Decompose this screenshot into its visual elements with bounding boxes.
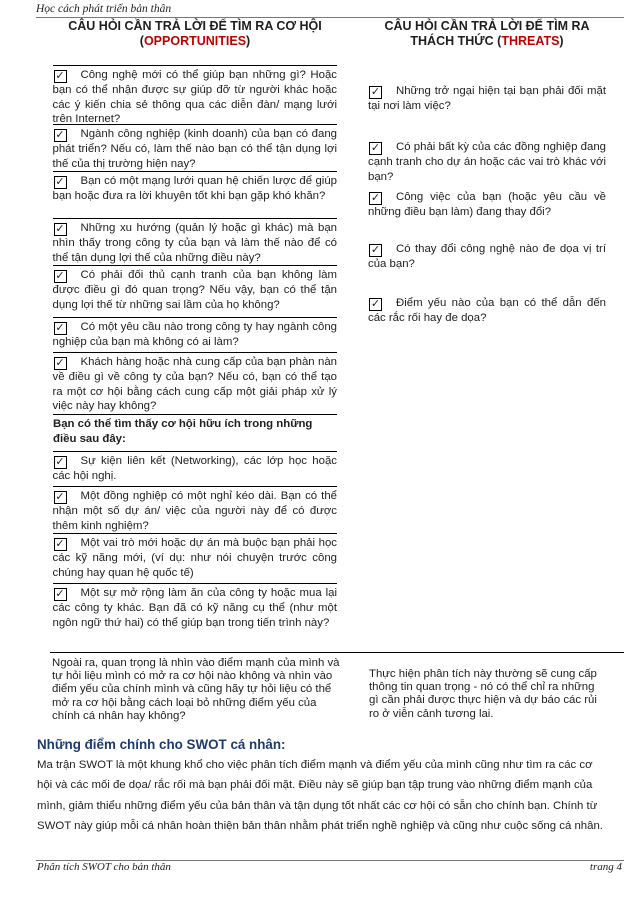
threats-keyword: THREATS bbox=[501, 33, 560, 48]
checked-box-icon: ✓ bbox=[370, 244, 381, 256]
running-header-title: Học cách phát triển bản thân bbox=[36, 3, 172, 15]
paragraph-line: hội và các mối đe dọa/ rắc rối mà bạn phải đối mặt. Điều này sẽ giúp bạn tập trung vào những điểm mạnh của bbox=[37, 779, 593, 792]
threats-column bbox=[368, 19, 606, 334]
checked-box-icon: ✓ bbox=[55, 70, 65, 82]
checked-box-icon: ✓ bbox=[370, 142, 381, 154]
threat-item: ✓ Những trở ngại hiện tại bạn phải đối mặt tại nơi làm việc? bbox=[368, 85, 606, 112]
checked-box-icon: ✓ bbox=[55, 538, 65, 550]
section-paragraph bbox=[37, 755, 633, 837]
header-rule bbox=[36, 17, 624, 18]
checked-box-icon: ✓ bbox=[55, 176, 65, 188]
footer-title: Phân tích SWOT cho bản thân bbox=[37, 861, 171, 873]
page-number: trang 4 bbox=[589, 861, 622, 873]
checked-box-icon: ✓ bbox=[55, 357, 65, 369]
opportunity-source-item: ✓ Một vai trò mới hoặc dự án mà buộc bạn phải học các kỹ năng mới, (ví dụ: như nói chuyện trước công chúng hay quan hệ quốc tế) bbox=[53, 533, 338, 583]
opportunities-subheading: Bạn có thể tìm thấy cơ hội hữu ích trong những điều sau đây: bbox=[53, 414, 337, 451]
opportunity-item: ✓ Có phải đối thủ cạnh tranh của bạn không làm được điều gì đó quan trọng? Nếu vậy, bạn có thể tận dụng lợi thế từ những sai lầm của họ không? bbox=[53, 265, 338, 317]
threat-item: ✓ Công việc của bạn (hoặc yêu cầu về những điều bạn làm) đang thay đổi? bbox=[368, 191, 606, 218]
opportunities-column bbox=[53, 19, 337, 641]
checked-box-icon: ✓ bbox=[55, 491, 65, 503]
opportunity-item: ✓ Công nghệ mới có thể giúp bạn những gì? Hoặc bạn có thể nhận được sự giúp đỡ từ người khác hoặc các ý kiến chia sẻ thông qua các diễn đàn/ mạng lưới trên Internet? bbox=[53, 65, 338, 124]
checked-box-icon: ✓ bbox=[55, 322, 65, 334]
checked-box-icon: ✓ bbox=[55, 129, 65, 141]
checked-box-icon: ✓ bbox=[370, 86, 381, 98]
opportunity-item: ✓ Có một yêu cầu nào trong công ty hay ngành công nghiệp của bạn mà không có ai làm? bbox=[53, 317, 338, 352]
paragraph-line: mình, giảm thiểu những điểm yếu của bản thân và tận dụng tốt nhất các cơ hội có sẵn cho chính bạn. Chính từ bbox=[37, 799, 598, 812]
opportunities-heading-line1: CÂU HỎI CẦN TRẢ LỜI ĐỂ TÌM RA CƠ HỘI bbox=[68, 19, 322, 33]
checked-box-icon: ✓ bbox=[55, 588, 65, 600]
threat-item: ✓ Điểm yếu nào của bạn có thể dẫn đến các rắc rối hay đe dọa? bbox=[368, 297, 606, 324]
checked-box-icon: ✓ bbox=[55, 270, 65, 282]
opportunities-heading: CÂU HỎI CẦN TRẢ LỜI ĐỂ TÌM RA CƠ HỘI (OPPORTUNITIES) bbox=[53, 19, 337, 65]
opportunity-item: ✓ Khách hàng hoặc nhà cung cấp của bạn phàn nàn về điều gì về công ty của bạn? Nếu có, bạn có thể tạo ra một cơ hội bằng cách cung cấp một giải pháp xử lý việc này hay không? bbox=[53, 352, 338, 414]
threats-note: Thực hiện phân tích này thường sẽ cung cấp thông tin quan trọng - nó có thể chỉ ra những gì cần phải được thực hiện và dự báo các rủi ro ở viễn cảnh tương lai. bbox=[369, 668, 597, 720]
paragraph-line: SWOT này giúp mỗi cá nhân hoàn thiện bản thân nhằm phát triển nghề nghiệp và cũng như cuộc sống cá nhân. bbox=[37, 820, 603, 833]
opportunity-item: ✓ Ngành công nghiệp (kinh doanh) của bạn có đang phát triển? Nếu có, làm thế nào bạn có thể tận dụng lợi thế của thị trường hiện nay? bbox=[53, 124, 338, 171]
threats-heading: CÂU HỎI CẦN TRẢ LỜI ĐỂ TÌM RA THÁCH THỨC (THREATS) bbox=[368, 19, 606, 65]
checked-box-icon: ✓ bbox=[370, 298, 381, 310]
checked-box-icon: ✓ bbox=[370, 192, 381, 204]
opportunity-source-item: ✓ Sự kiện liên kết (Networking), các lớp học hoặc các hội nghị. bbox=[53, 451, 338, 486]
checked-box-icon: ✓ bbox=[55, 223, 65, 235]
opportunity-source-item: ✓ Một đồng nghiệp có một nghỉ kéo dài. Bạn có thể nhận một số dự án/ việc của người này để có được thêm kinh nghiệm? bbox=[53, 486, 338, 533]
opportunities-keyword: OPPORTUNITIES bbox=[143, 33, 247, 48]
opportunity-item: ✓ Bạn có một mạng lưới quan hệ chiến lược để giúp bạn hoặc đưa ra lời khuyên tốt khi bạn gặp khó khăn? bbox=[53, 171, 338, 218]
table-bottom-rule bbox=[50, 652, 624, 653]
opportunity-source-item: ✓ Một sự mở rộng làm ăn của công ty hoặc mua lại các công ty khác. Bạn đã có kỹ năng cụ thể (như một ngôn ngữ thứ hai) có thể giúp bạn trong tiến trình này? bbox=[53, 583, 338, 641]
opportunity-item: ✓ Những xu hướng (quản lý hoặc gì khác) mà bạn nhìn thấy trong công ty của bạn và làm thế nào để có thể tận dụng lợi thế của những điều này? bbox=[53, 218, 338, 265]
opportunities-note: Ngoài ra, quan trọng là nhìn vào điểm mạnh của mình và tự hỏi liệu mình có mở ra cơ hội nào không và nhìn vào điểm yếu của chính mình và cũng hãy tự hỏi liệu có thể mở ra cơ hội bằng cách loại bỏ những điểm yếu của chính cá nhân hay không? bbox=[52, 657, 340, 722]
threats-heading-line1: CÂU HỎI CẦN TRẢ LỜI ĐỂ TÌM RA bbox=[384, 19, 590, 33]
checked-box-icon: ✓ bbox=[55, 456, 65, 468]
threat-item: ✓ Có thay đổi công nghệ nào đe dọa vị trí của bạn? bbox=[368, 243, 606, 270]
section-title: Những điểm chính cho SWOT cá nhân: bbox=[37, 737, 286, 752]
paragraph-line: Ma trận SWOT là một khung khổ cho việc phân tích điểm mạnh và điểm yếu của mình cũng như tìm ra các cơ bbox=[37, 759, 593, 771]
threat-item: ✓ Có phải bất kỳ của các đồng nghiệp đang cạnh tranh cho dự án hoặc các vai trò khác với bạn? bbox=[368, 141, 606, 183]
